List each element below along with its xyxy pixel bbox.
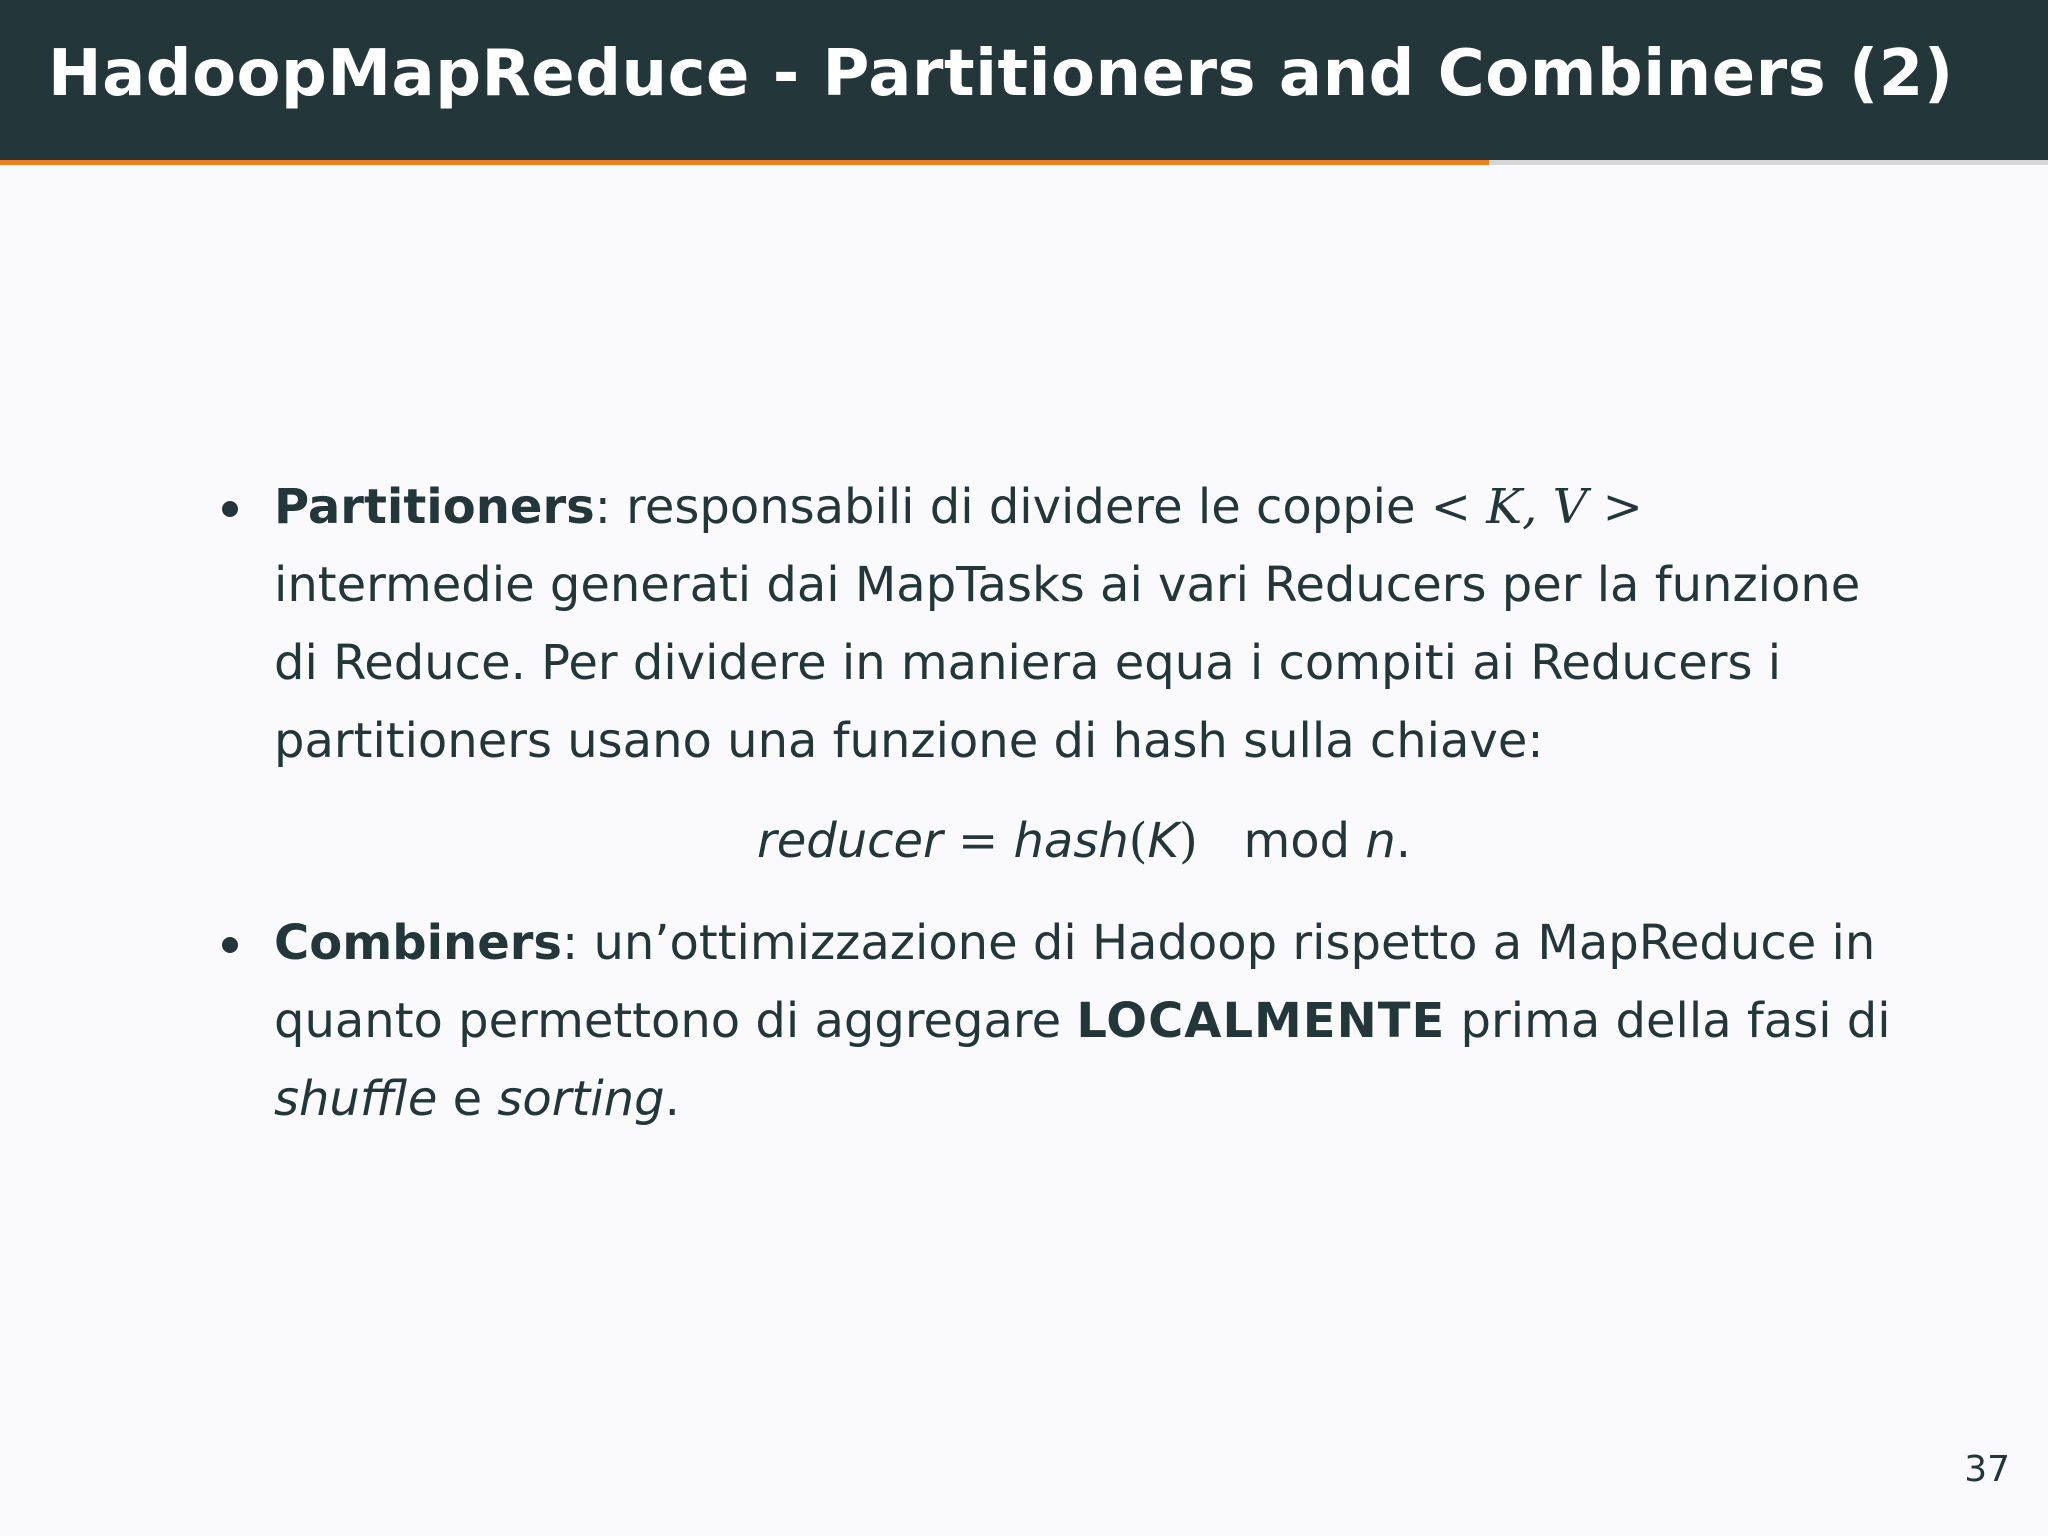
formula-mod: mod [1243,813,1351,869]
bullet-text: prima della fasi di [1445,993,1891,1049]
slide-body [214,468,1894,1138]
slide-header [0,0,2048,160]
bullet-text: un’ottimizzazione di Hadoop rispetto a MapReduce in quanto permettono di aggregare [274,915,1876,1049]
formula-func: hash [1013,813,1129,869]
progress-bar [0,160,2048,165]
bullet-dot-icon [222,937,238,953]
italic-shuffle: shuffle [274,1071,438,1127]
bullet-text: intermedie generati dai MapTasks ai vari Reducers per la funzione di Reduce. Per dividere in maniera equa i compiti ai Reducers i partitioners usano una funzione di hash sulla chiave: [274,557,1861,769]
bullet-text: e [437,1071,498,1127]
bullet-combiners [214,904,1894,1138]
formula-end: . [1395,813,1412,869]
hash-formula [214,802,1894,880]
bullet-text: . [664,1071,680,1127]
formula-arg: K [1147,813,1179,869]
formula-open-paren: ( [1128,813,1148,869]
bullet-text: responsabili di dividere le coppie [626,479,1431,535]
italic-sorting: sorting [497,1071,665,1127]
term-partitioners: Partitioners [274,479,595,535]
formula-close-paren: ) [1178,813,1198,869]
bullet-partitioners [214,468,1894,780]
bullet-dot-icon [222,501,238,517]
term-combiners: Combiners [274,915,562,971]
progress-bar-fill [0,160,1489,165]
slide-title: HadoopMapReduce - Partitioners and Combiners (2) [48,37,1954,111]
page-number: 37 [1964,1449,2010,1490]
formula-lhs: reducer [756,813,943,869]
term-separator: : [594,479,627,535]
formula-var: n [1365,813,1396,869]
term-separator: : [562,915,594,971]
emphasis-localmente: LOCALMENTE [1076,993,1446,1049]
formula-equals: = [942,813,1014,869]
math-kv-pair: < K, V > [1430,479,1643,535]
